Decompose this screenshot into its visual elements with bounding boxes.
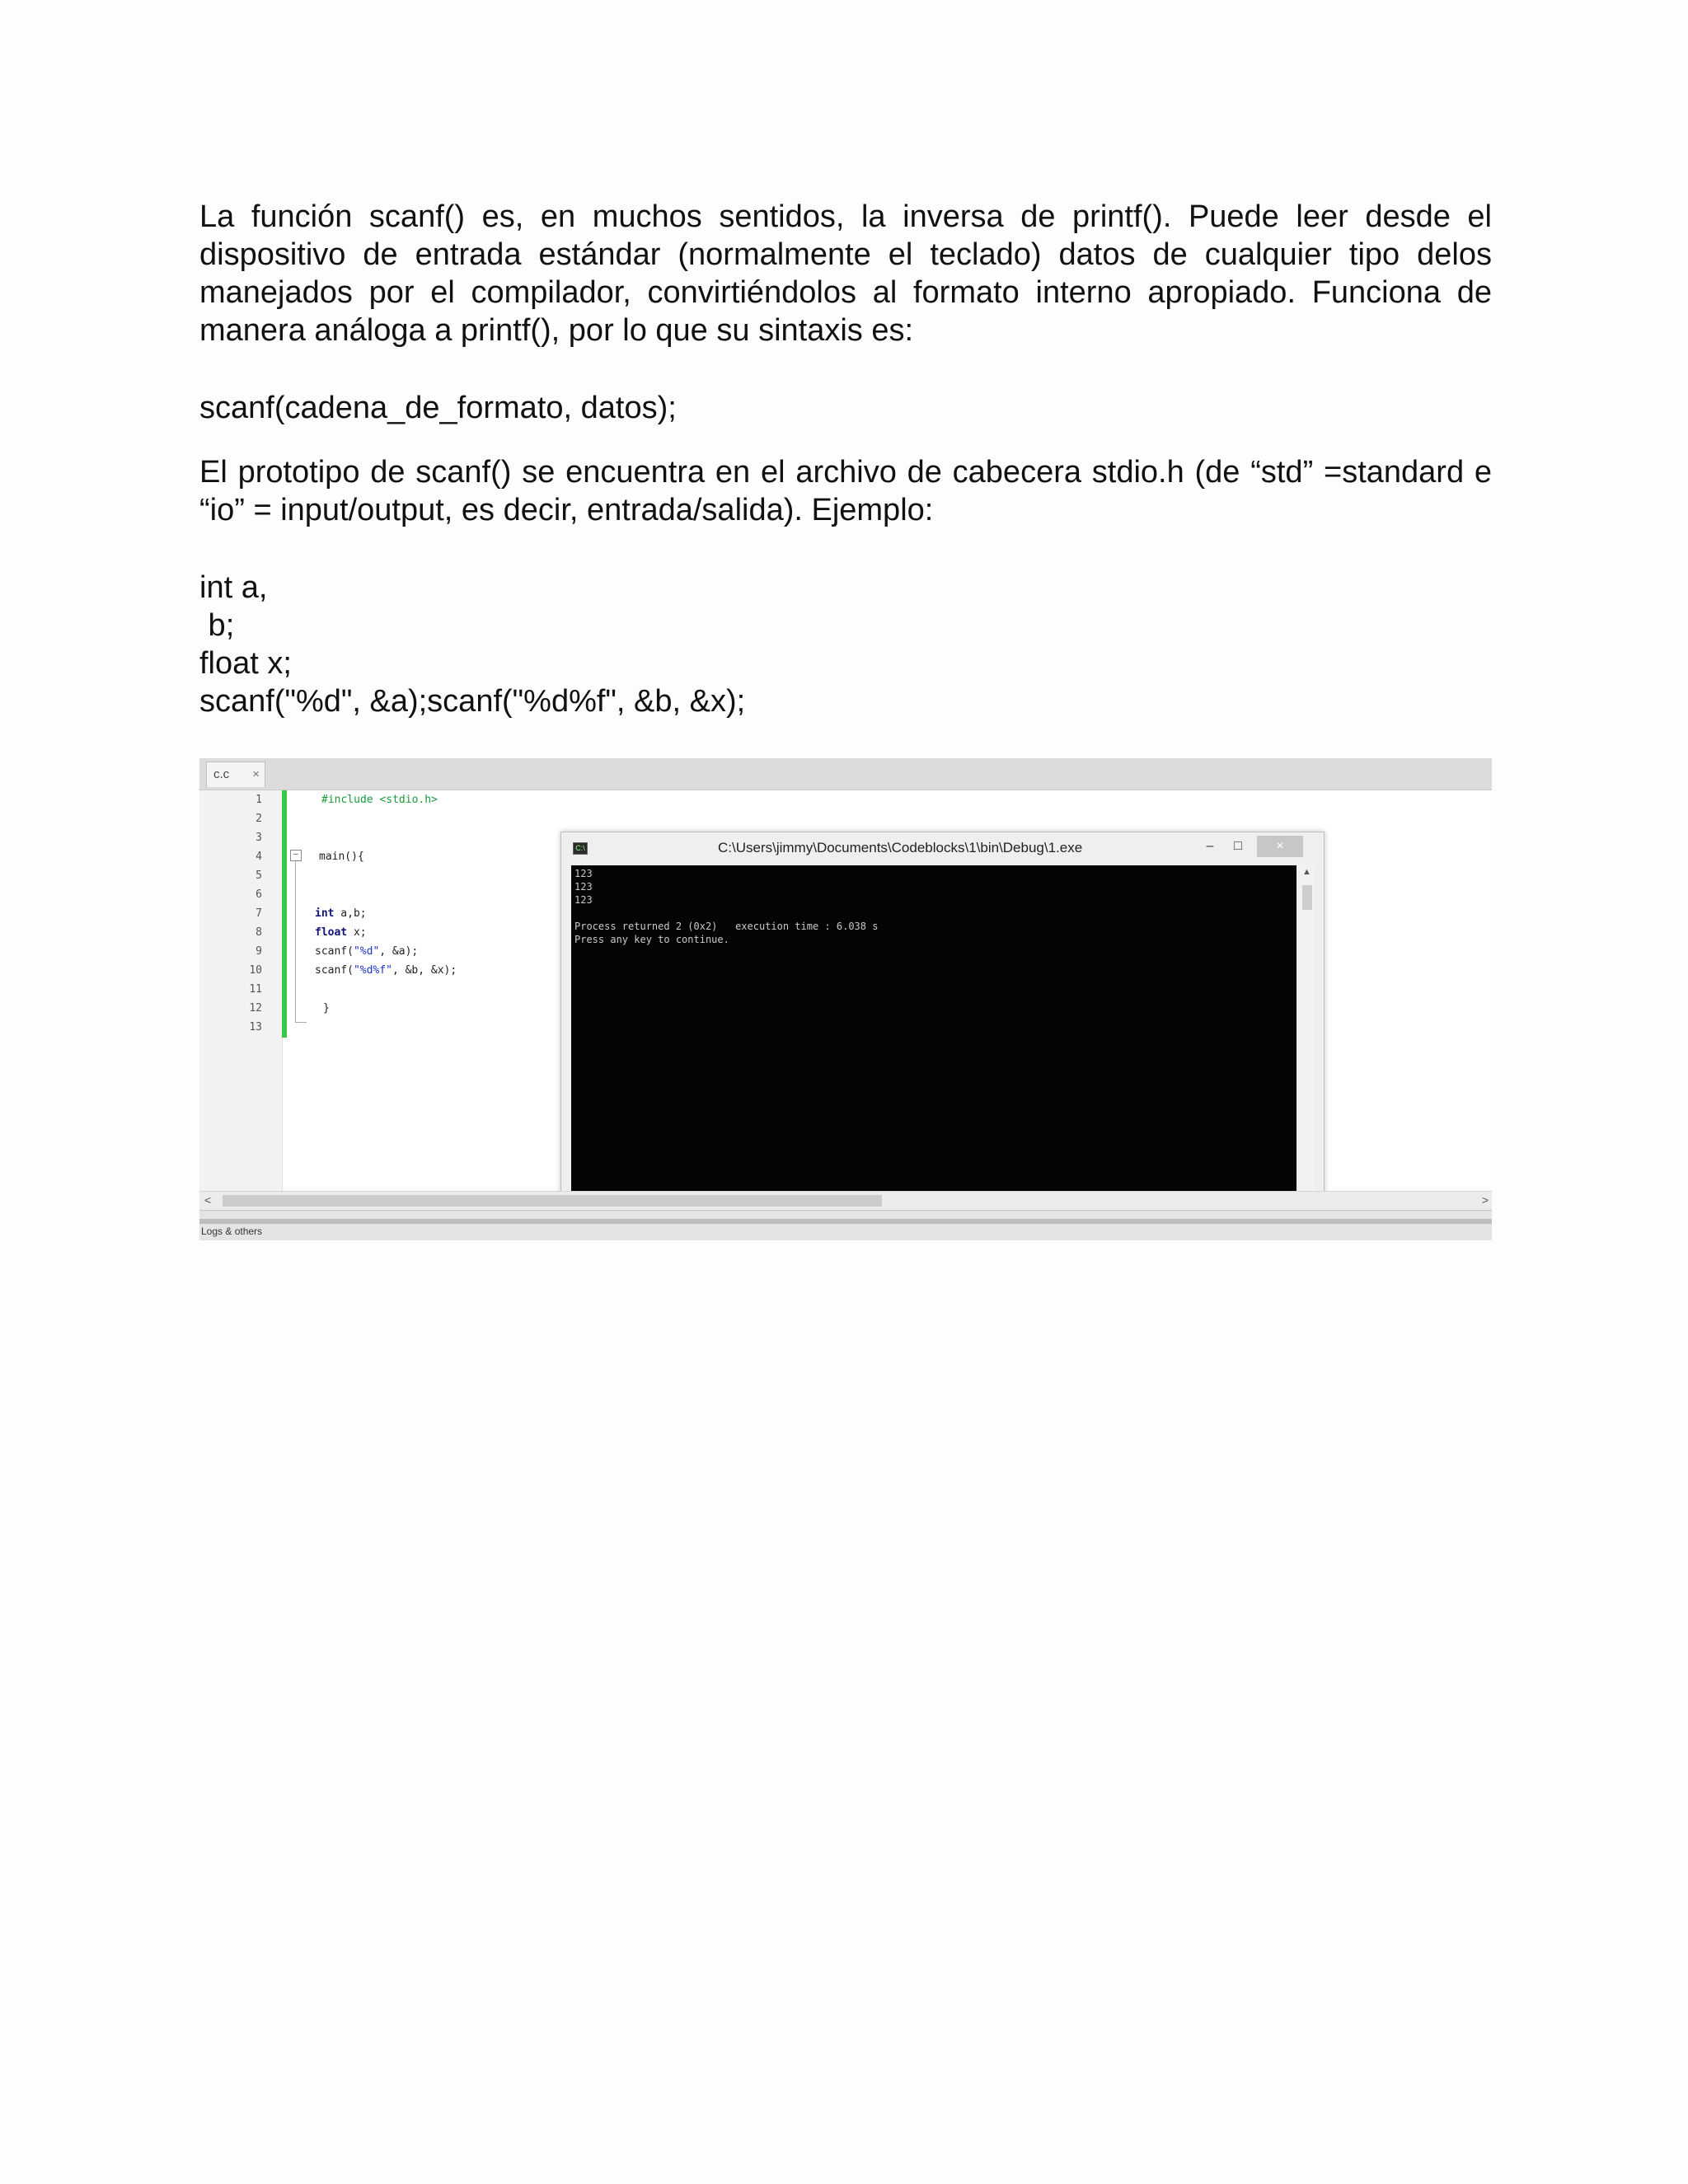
code-text: , &a); [379,945,419,958]
code-line [315,964,457,977]
console-line: 123 [574,868,593,879]
console-line: Press any key to continue. [574,934,729,945]
line-number: 2 [256,813,262,825]
change-marker-bar [282,790,287,1038]
editor-tab-bar [199,758,1492,790]
line-number: 7 [256,907,262,920]
code-line: } [323,1002,330,1015]
scroll-right-icon[interactable]: > [1481,1193,1489,1207]
code-line: main(){ [319,851,364,863]
line-number: 6 [256,888,262,901]
prototype-paragraph: El prototipo de scanf() se encuentra en el archivo de cabecera stdio.h (de “std” =standard e “io” = input/output, es decir, entrada/salida). Ejemplo: [199,455,1492,527]
file-tab-label: c.c [213,767,230,781]
line-number-gutter [199,790,283,1191]
fold-guide-line [295,861,296,1023]
example-code-line: b; [199,608,235,643]
console-title-bar[interactable] [561,832,1324,865]
line-number: 11 [249,983,262,996]
line-number: 5 [256,869,262,882]
close-icon[interactable]: × [252,767,260,781]
fold-guide-end [295,1022,307,1023]
logs-tab-label[interactable]: Logs & others [201,1226,263,1237]
line-number: 1 [256,794,262,806]
maximize-button[interactable]: □ [1234,839,1242,853]
code-editor[interactable] [199,790,1492,1191]
intro-paragraph: La función scanf() es, en muchos sentidos, la inversa de printf(). Puede leer desde el dispositivo de entrada estándar (normalmente el teclado) datos de cualquier tipo delos manejados por el compilador, convirtiéndolos al formato interno apropiado. Funciona de manera análoga a printf(), por lo que su sintaxis es: [199,199,1492,348]
console-line: 123 [574,894,593,906]
code-text: , &b, &x); [392,964,457,977]
line-number: 12 [249,1002,262,1015]
logs-panel-bar [199,1210,1492,1240]
code-line [315,907,367,920]
line-number: 9 [256,945,262,958]
line-number: 10 [249,964,262,977]
console-app-icon: C:\ [573,842,588,855]
ide-screenshot [199,758,1492,1240]
example-code-line: float x; [199,646,292,681]
console-line: Process returned 2 (0x2) execution time : 6.038 s [574,921,879,932]
console-line: 123 [574,881,593,893]
file-tab[interactable] [206,762,265,787]
code-string: "%d" [353,945,380,958]
console-scrollbar[interactable] [1300,865,1315,1205]
line-number: 3 [256,832,262,844]
line-number: 8 [256,926,262,939]
code-text: a,b; [334,907,367,920]
scroll-up-icon[interactable]: ▲ [1302,867,1311,877]
close-button[interactable]: × [1257,836,1303,857]
code-line [315,926,367,939]
code-line: #include <stdio.h> [321,794,438,806]
panel-divider [199,1219,1492,1224]
line-number: 13 [249,1021,262,1033]
console-output [571,865,1296,1205]
scroll-left-icon[interactable]: < [204,1193,212,1207]
fold-toggle-icon[interactable]: − [290,850,302,861]
example-code-block [199,569,1492,720]
horizontal-scrollbar[interactable] [199,1191,1492,1210]
line-number: 4 [256,851,262,863]
code-line [315,945,418,958]
scroll-thumb[interactable] [223,1195,882,1207]
code-keyword: float [315,926,348,939]
code-keyword: int [315,907,335,920]
console-title: C:\Users\jimmy\Documents\Codeblocks\1\bin\Debug\1.exe [718,840,1083,855]
scroll-thumb[interactable] [1302,885,1312,910]
console-window[interactable] [560,832,1325,1214]
code-string: "%d%f" [353,964,392,977]
syntax-line: scanf(cadena_de_formato, datos); [199,391,677,425]
code-text: scanf( [315,964,354,977]
code-text: scanf( [315,945,354,958]
example-code-line: int a, [199,570,268,605]
code-text: x; [347,926,367,939]
minimize-button[interactable]: – [1206,839,1214,853]
example-code-line: scanf("%d", &a);scanf("%d%f", &b, &x); [199,684,746,719]
console-line [574,907,1293,920]
